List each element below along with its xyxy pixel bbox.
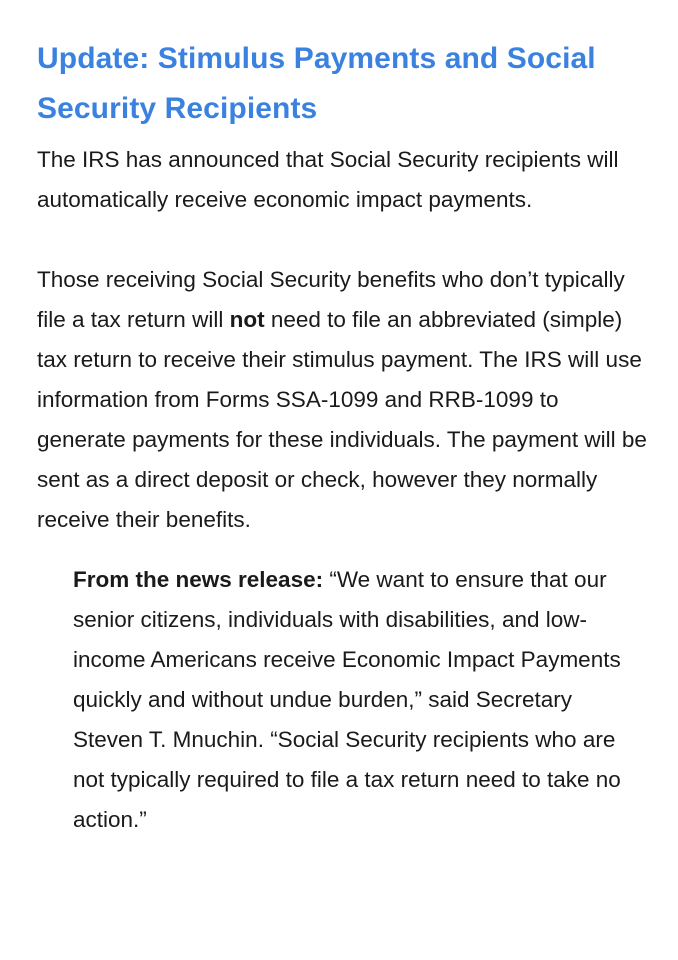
intro-paragraph: The IRS has announced that Social Security recipients will automatically receive economic impact payments.	[37, 147, 619, 212]
quote-lead: From the news release:	[73, 567, 324, 592]
details-text-end: need to file an abbreviated (simple) tax return to receive their stimulus payment. The IRS will use information from Forms SSA-1099 and RRB-1099 to generate payments for these individuals. The payment will be sent as a direct deposit or check, however they normally receive their benefits.	[37, 307, 647, 532]
emphasis-not: not	[229, 307, 265, 332]
quote-text: “We want to ensure that our senior citizens, individuals with disabilities, and low-income Americans receive Economic Impact Payments quickly and without undue burden,” said Secretary Steven T. Mnuchin. “Social Security recipients who are not typically required to file a tax return need to take no action.”	[73, 567, 621, 832]
news-release-quote	[73, 560, 648, 840]
article-title: Update: Stimulus Payments and Social Security Recipients	[37, 42, 596, 125]
details-text-start: Those receiving Social Security benefits who don’t typically file a tax return will	[37, 267, 625, 332]
details-paragraph	[37, 260, 648, 540]
